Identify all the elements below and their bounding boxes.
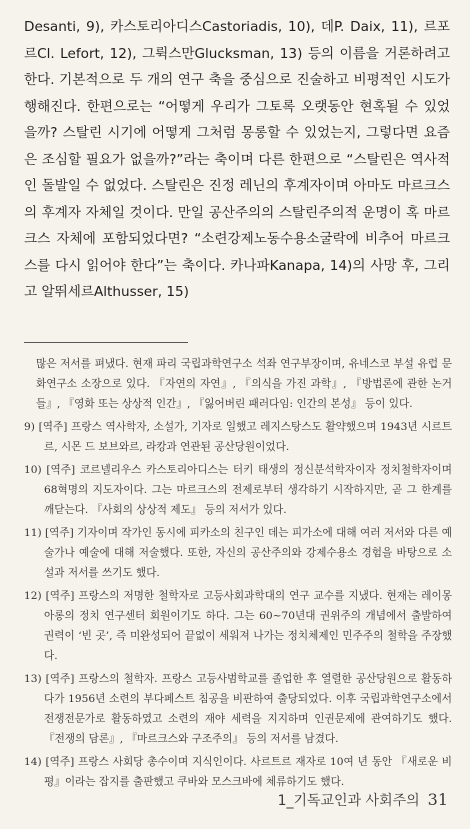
footnotes [24, 354, 452, 795]
body-paragraph: Desanti, 9), 카스토리아디스Castoriadis, 10), 데P. Daix, 11), 르포르Cl. Lefort, 12), 그뤽스만Glucksman, 13) 등의 이름을 거론하려고 한다. 기본적으로 두 개의 연구 축을 중심으로 진술하고 비평적인 시도가 행해진다. 한편으로는 “어떻게 우리가 그토록 오랫동안 현혹될 수 있었을까? 스탈린 시기에 어떻게 그처럼 몽롱할 수 있었는지, 그렇다면 요즘은 조심할 필요가 없을까?”라는 축이며 다른 한편으로 “스탈린은 역사적인 돌발일 수 없었다. 스탈린은 진정 레닌의 후계자이며 아마도 마르크스의 후계자 자체일 것이다. 만일 공산주의의 스탈린주의적 운명이 혹 마르크스 자체에 포함되었다면? “소련강제노동수용소굴락에 비추어 마르크스를 다시 읽어야 한다”는 축이다. 카나파Kanapa, 14)의 사망 후, 그리고 알뛰세르Althusser, 15) [24, 19, 450, 300]
footnote-12: 12) [역주] 프랑스의 저명한 철학자로 고등사회과학대의 연구 교수를 지냈다. 현재는 레이몽 아롱의 정치 연구센터 회원이기도 하다. 그는 60~70년대 권위주의 개념에서 출발하여 권력이 ‘빈 곳’, 즉 미완성되어 끝없이 세워져 나가는 정치체제인 민주주의 철학을 주장했다. [24, 590, 452, 662]
footnote-11: 11) [역주] 기자이며 작가인 동시에 피카소의 친구인 데는 피가소에 대해 여러 저서와 다른 예술가나 예술에 대해 저술했다. 또한, 자신의 공산주의와 강제수용소 경험을 바탕으로 소설과 저서를 쓰기도 했다. [24, 527, 452, 579]
footnote-continuation: 많은 저서를 펴냈다. 현재 파리 국립과학연구소 석좌 연구부장이며, 유네스코 부설 유럽 문화연구소 소장으로 있다. 『자연의 자연』, 『의식을 가진 과학』, 『방법론에 관한 논거들』, 『영화 또는 상상적 인간』, 『잃어버린 패러다임: 인간의 본성』 등이 있다. [36, 358, 452, 410]
footnote-14: 14) [역주] 프랑스 사회당 총수이며 지식인이다. 사르트르 재자로 10여 년 동안 『새로운 비평』이라는 잡지를 출판했고 쿠바와 모스크바에 체류하기도 했다. [24, 756, 452, 788]
body-text [24, 14, 450, 306]
footnote-10: 10) [역주] 코르넬리우스 카스토리아디스는 터키 태생의 정신분석학자이자 정치철학자이며 68혁명의 지도자이다. 그는 마르크스의 전제로부터 생각하기 시작하지만, 곧 그 한계를 깨닫는다. 『사회의 상상적 제도』 등의 저서가 있다. [24, 464, 452, 516]
page-footer [278, 790, 448, 810]
footnote-13: 13) [역주] 프랑스의 철학자. 프랑스 고등사범학교를 졸업한 후 열렬한 공산당원으로 활동하다가 1956년 소련의 부다페스트 침공을 비판하여 출당되었다. 이후 국립과학연구소에서 전쟁전문가로 활동하였고 소련의 재야 세력을 지지하며 인권문제에 관여하기도 했다. 『전쟁의 담론』, 『마르크스와 구조주의』 등의 저서를 남겼다. [24, 673, 452, 745]
running-head: 1_기독교인과 사회주의 [277, 793, 420, 809]
footnote-separator [24, 342, 188, 343]
page-number: 31 [427, 790, 448, 809]
footnote-9: 9) [역주] 프랑스 역사학자, 소설가, 기자로 일했고 레지스탕스도 활약했으며 1943년 시르트르, 시몬 드 보브와르, 라캉과 연관된 공산당원이었다. [24, 421, 452, 453]
